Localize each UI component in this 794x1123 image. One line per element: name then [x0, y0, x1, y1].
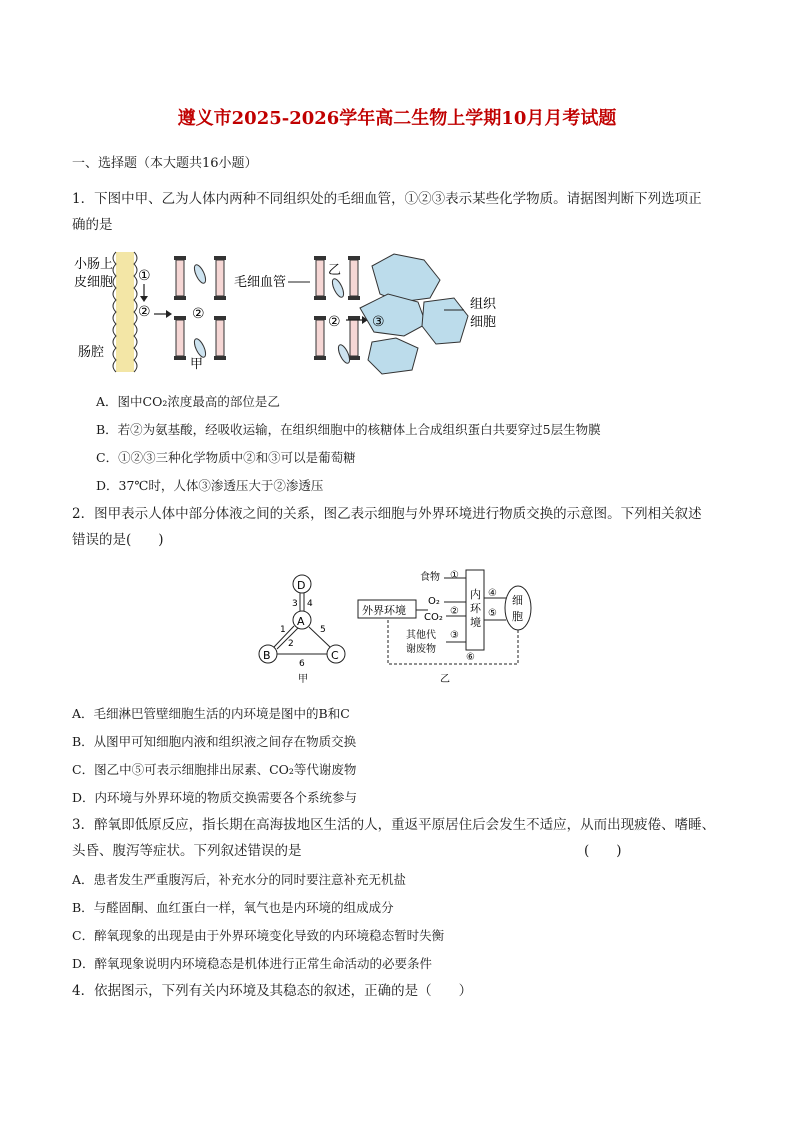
q2-stem-line1: 2．图甲表示人体中部分体液之间的关系，图乙表示细胞与外界环境进行物质交换的示意图。下列相关叙述 — [72, 506, 702, 522]
q2-option-c: C．图乙中⑤可表示细胞排出尿素、CO₂等代谢废物 — [72, 762, 357, 777]
label-tissue-2: 细胞 — [470, 315, 497, 330]
mark-1: ① — [138, 268, 151, 284]
c-4: ④ — [488, 588, 497, 599]
q1-stem-line2: 确的是 — [72, 217, 113, 233]
q3-stem-line1: 3．醉氧即低原反应，指长期在高海拔地区生活的人，重返平原居住后会发生不适应，从而出现疲倦、嗜睡、 — [72, 817, 716, 833]
waste-label-1: 其他代 — [406, 630, 436, 641]
q1-stem-line1: 1．下图中甲、乙为人体内两种不同组织处的毛细血管，①②③表示某些化学物质。请据图判断下列选项正 — [72, 191, 702, 207]
edge-4: 4 — [307, 599, 313, 609]
internal-2: 环 — [470, 602, 481, 615]
food-label: 食物 — [420, 572, 440, 583]
c-5: ⑤ — [488, 608, 497, 619]
page-title: 遵义市2025-2026学年高二生物上学期10月月考试题 — [177, 108, 617, 129]
section-heading: 一、选择题（本大题共16小题） — [72, 156, 258, 171]
c-3: ③ — [450, 630, 459, 641]
q1-option-a: A．图中CO₂浓度最高的部位是乙 — [96, 394, 280, 409]
q3-option-d: D．醉氧现象说明内环境稳态是机体进行正常生命活动的必要条件 — [72, 956, 433, 971]
edge-5: 5 — [320, 625, 326, 635]
q3-option-b: B．与醛固酮、血红蛋白一样，氧气也是内环境的组成成分 — [72, 900, 394, 915]
q3-stem-line2: 头昏、腹泻等症状。下列叙述错误的是 — [72, 843, 302, 859]
mark-3: ③ — [372, 314, 385, 330]
waste-label-2: 谢废物 — [406, 644, 436, 655]
label-yi: 乙 — [328, 263, 342, 278]
c-1: ① — [450, 570, 459, 581]
q3-answer-paren: ( ) — [584, 843, 622, 859]
cell-2: 胞 — [512, 610, 523, 623]
caption-yi: 乙 — [440, 674, 450, 685]
label-intestine-2: 皮细胞 — [74, 275, 114, 290]
edge-3: 3 — [292, 599, 298, 609]
node-c: C — [331, 649, 339, 662]
q2-option-d: D．内环境与外界环境的物质交换需要各个系统参与 — [72, 790, 358, 805]
o2-label: O₂ — [428, 596, 440, 607]
q4-stem: 4．依据图示，下列有关内环境及其稳态的叙述，正确的是（ ） — [72, 983, 473, 999]
q2-option-a: A．毛细淋巴管壁细胞生活的内环境是图中的B和C — [72, 706, 350, 721]
edge-1: 1 — [280, 625, 286, 635]
q2-figure-jia — [252, 570, 352, 686]
label-intestine-1: 小肠上 — [74, 257, 114, 272]
q1-option-c: C．①②③三种化学物质中②和③可以是葡萄糖 — [96, 450, 356, 465]
q2-option-b: B．从图甲可知细胞内液和组织液之间存在物质交换 — [72, 734, 357, 749]
label-lumen: 肠腔 — [78, 345, 105, 360]
q1-option-d: D．37℃时，人体③渗透压大于②渗透压 — [96, 478, 324, 493]
mark-2b: ② — [192, 306, 205, 322]
external-env: 外界环境 — [362, 604, 406, 617]
q1-figure — [72, 246, 512, 378]
q2-figure-yi — [354, 566, 554, 690]
c-6: ⑥ — [466, 652, 475, 663]
node-d: D — [297, 579, 306, 592]
label-jia: 甲 — [190, 357, 204, 372]
mark-2c: ② — [328, 314, 341, 330]
edge-2: 2 — [288, 639, 294, 649]
caption-jia: 甲 — [298, 674, 308, 685]
internal-3: 境 — [470, 616, 481, 629]
label-tissue-1: 组织 — [470, 297, 497, 312]
internal-1: 内 — [470, 588, 481, 601]
q2-stem-line2: 错误的是( ) — [72, 532, 164, 548]
label-capillary: 毛细血管 — [234, 275, 287, 290]
intestine-epithelium — [116, 252, 134, 372]
node-b: B — [263, 649, 271, 662]
node-a: A — [297, 615, 305, 628]
cell-1: 细 — [512, 594, 523, 607]
q3-option-c: C．醉氧现象的出现是由于外界环境变化导致的内环境稳态暂时失衡 — [72, 928, 445, 943]
c-2: ② — [450, 606, 459, 617]
q1-option-b: B．若②为氨基酸，经吸收运输，在组织细胞中的核糖体上合成组织蛋白共要穿过5层生物膜 — [96, 422, 601, 437]
edge-6: 6 — [299, 659, 305, 669]
q3-option-a: A．患者发生严重腹泻后，补充水分的同时要注意补充无机盐 — [72, 872, 407, 887]
co2-label: CO₂ — [424, 612, 443, 623]
mark-2a: ② — [138, 304, 151, 320]
